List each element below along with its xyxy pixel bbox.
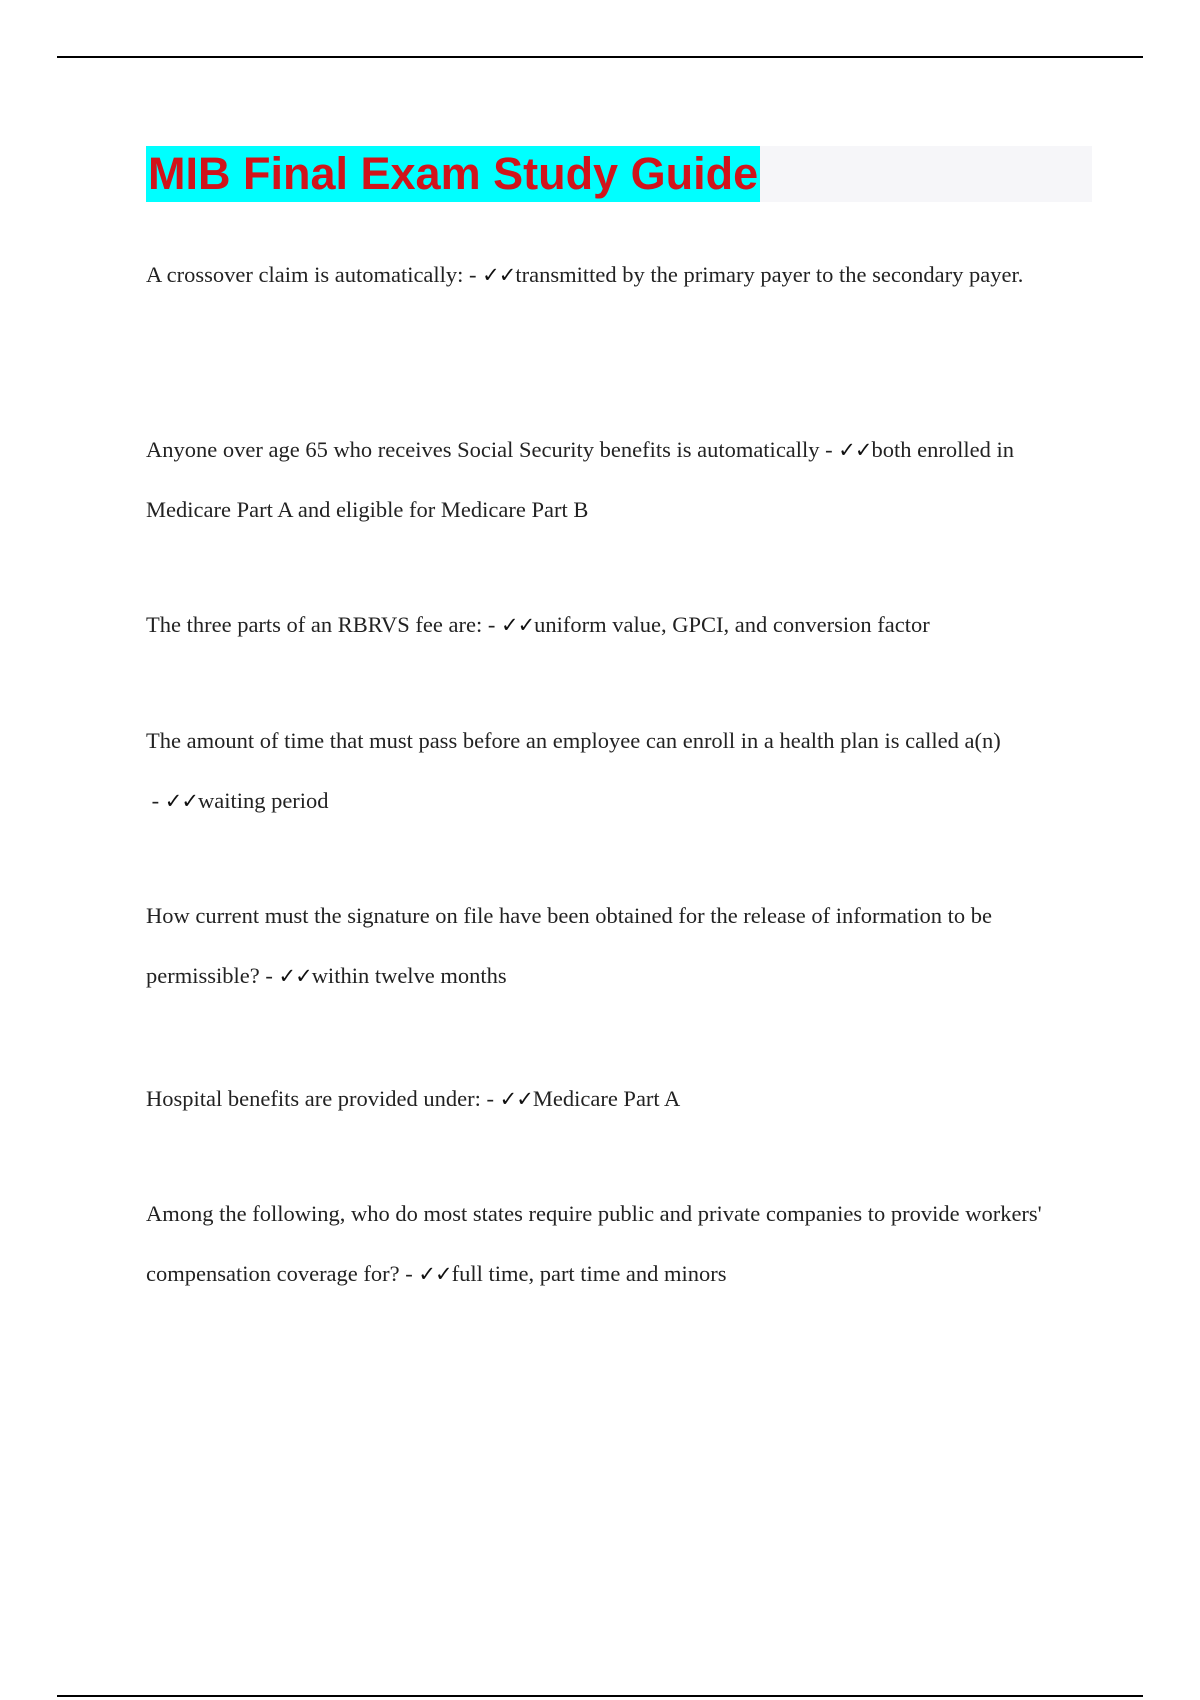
answer-text: uniform value, GPCI, and conversion factor bbox=[534, 612, 930, 637]
double-check-icon: ✓✓ bbox=[164, 789, 198, 813]
double-check-icon: ✓✓ bbox=[278, 964, 312, 988]
qa-item bbox=[146, 711, 1092, 831]
qa-item bbox=[146, 1184, 1092, 1304]
answer-text: transmitted by the primary payer to the secondary payer. bbox=[515, 262, 1024, 287]
separator: - bbox=[463, 262, 483, 287]
answer-text: within twelve months bbox=[311, 963, 507, 988]
document-title: MIB Final Exam Study Guide bbox=[146, 146, 760, 202]
double-check-icon: ✓✓ bbox=[838, 438, 872, 462]
question-text: The amount of time that must pass before an employee can enroll in a health plan is called a(n) bbox=[146, 728, 1001, 753]
separator: - bbox=[399, 1261, 419, 1286]
qa-item bbox=[146, 1069, 1092, 1129]
qa-item bbox=[146, 245, 1092, 305]
qa-item bbox=[146, 886, 1092, 1006]
answer-text: both enrolled in Medicare Part A and eligible for Medicare Part B bbox=[146, 437, 1014, 522]
question-text: The three parts of an RBRVS fee are: bbox=[146, 612, 483, 637]
top-rule bbox=[57, 56, 1143, 58]
double-check-icon: ✓✓ bbox=[499, 1087, 533, 1111]
separator: - bbox=[480, 1086, 500, 1111]
double-check-icon: ✓✓ bbox=[500, 613, 535, 637]
question-text: A crossover claim is automatically: bbox=[146, 262, 464, 287]
question-text: Among the following, who do most states require public and private companies to provide workers' compensation coverage for? bbox=[146, 1201, 1042, 1286]
answer-text: Medicare Part A bbox=[532, 1086, 681, 1111]
double-check-icon: ✓✓ bbox=[482, 263, 516, 287]
qa-item bbox=[146, 420, 1092, 540]
answer-text: full time, part time and minors bbox=[451, 1261, 727, 1286]
answer-text: waiting period bbox=[197, 788, 329, 813]
question-text: Anyone over age 65 who receives Social Security benefits is automatically bbox=[146, 437, 820, 462]
qa-item bbox=[146, 595, 1092, 655]
separator: - bbox=[259, 963, 279, 988]
separator: - bbox=[146, 788, 165, 813]
question-text: How current must the signature on file have been obtained for the release of information to be permissible? bbox=[146, 903, 992, 988]
separator: - bbox=[482, 612, 501, 637]
bottom-rule bbox=[57, 1695, 1143, 1697]
separator: - bbox=[819, 437, 839, 462]
question-text: Hospital benefits are provided under: bbox=[146, 1086, 481, 1111]
double-check-icon: ✓✓ bbox=[418, 1262, 452, 1286]
